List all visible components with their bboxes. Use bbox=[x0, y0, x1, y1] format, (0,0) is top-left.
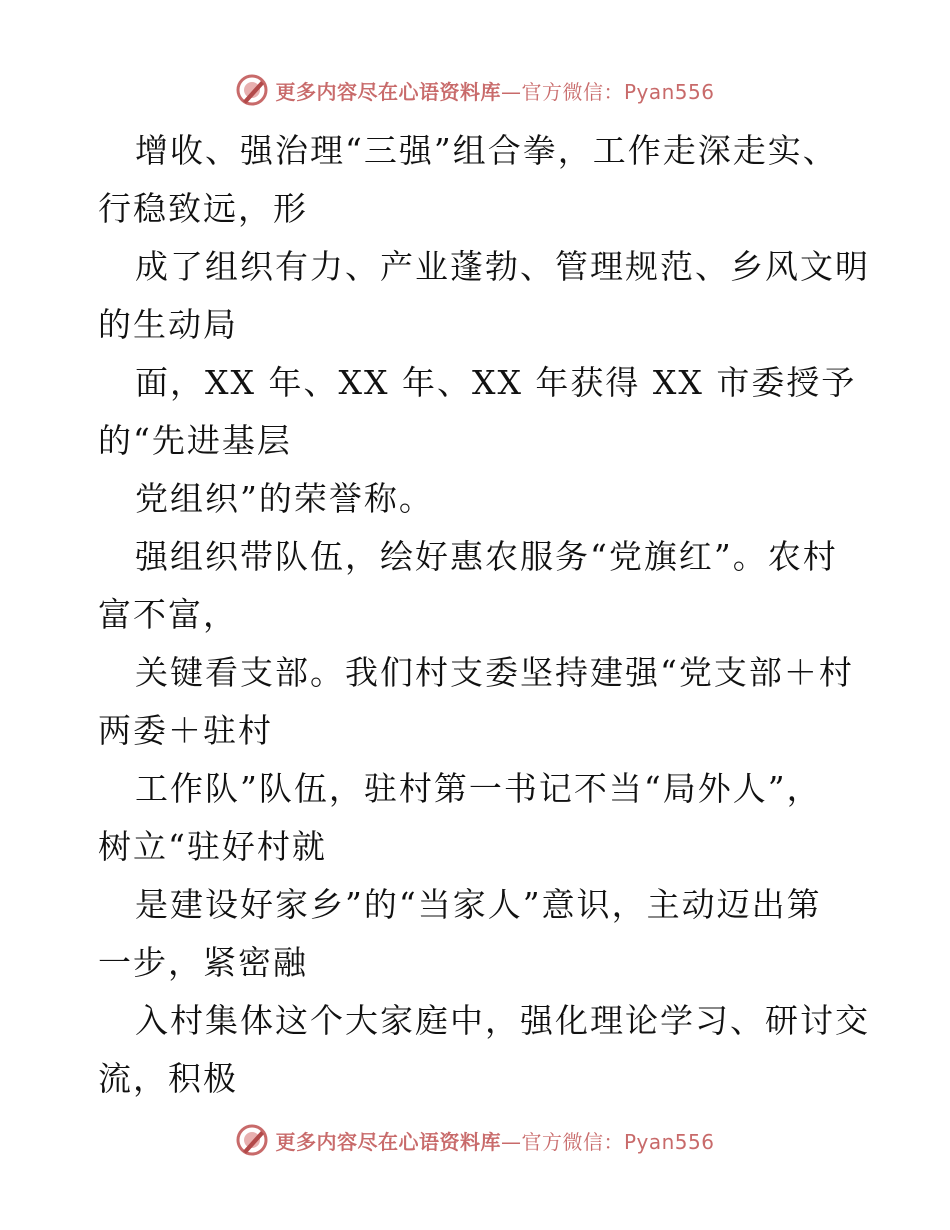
footer-watermark-text bbox=[275, 1126, 714, 1155]
pen-seal-icon bbox=[235, 73, 269, 107]
body-line: 的“先进基层 bbox=[98, 421, 292, 460]
body-line: 入村集体这个大家庭中，强化理论学习、研讨交 bbox=[135, 1001, 870, 1040]
footer-watermark-dash: — bbox=[500, 1129, 522, 1154]
footer-watermark-main: 更多内容尽在心语资料库 bbox=[275, 1129, 501, 1154]
page-footer-watermark bbox=[0, 1120, 950, 1160]
body-line: 流，积极 bbox=[98, 1059, 238, 1098]
page-header-watermark bbox=[0, 70, 950, 110]
document-body bbox=[98, 122, 870, 1108]
body-line: 一步，紧密融 bbox=[98, 943, 308, 982]
body-line: 强组织带队伍，绘好惠农服务“党旗红”。农村 bbox=[135, 537, 838, 576]
footer-watermark-tail: 官方微信：Pyan556 bbox=[521, 1129, 715, 1154]
pen-seal-icon bbox=[235, 1123, 269, 1157]
header-watermark-dash: — bbox=[500, 79, 522, 104]
body-line: 工作队”队伍，驻村第一书记不当“局外人”， bbox=[135, 769, 822, 808]
body-line: 党组织”的荣誉称。 bbox=[135, 479, 434, 518]
body-line: 行稳致远，形 bbox=[98, 189, 308, 228]
header-watermark-main: 更多内容尽在心语资料库 bbox=[275, 79, 501, 104]
body-line: 面，XX 年、XX 年、XX 年获得 XX 市委授予 bbox=[135, 363, 857, 402]
body-line: 是建设好家乡”的“当家人”意识，主动迈出第 bbox=[135, 885, 822, 924]
header-watermark-tail: 官方微信：Pyan556 bbox=[521, 79, 715, 104]
body-line: 关键看支部。我们村支委坚持建强“党支部＋村 bbox=[135, 653, 854, 692]
body-line: 成了组织有力、产业蓬勃、管理规范、乡风文明 bbox=[135, 247, 870, 286]
body-line: 富不富， bbox=[98, 595, 238, 634]
body-line: 增收、强治理“三强”组合拳，工作走深走实、 bbox=[135, 131, 838, 170]
header-watermark-text bbox=[275, 76, 714, 105]
body-line: 树立“驻好村就 bbox=[98, 827, 327, 866]
body-line: 的生动局 bbox=[98, 305, 238, 344]
body-line: 两委＋驻村 bbox=[98, 711, 273, 750]
